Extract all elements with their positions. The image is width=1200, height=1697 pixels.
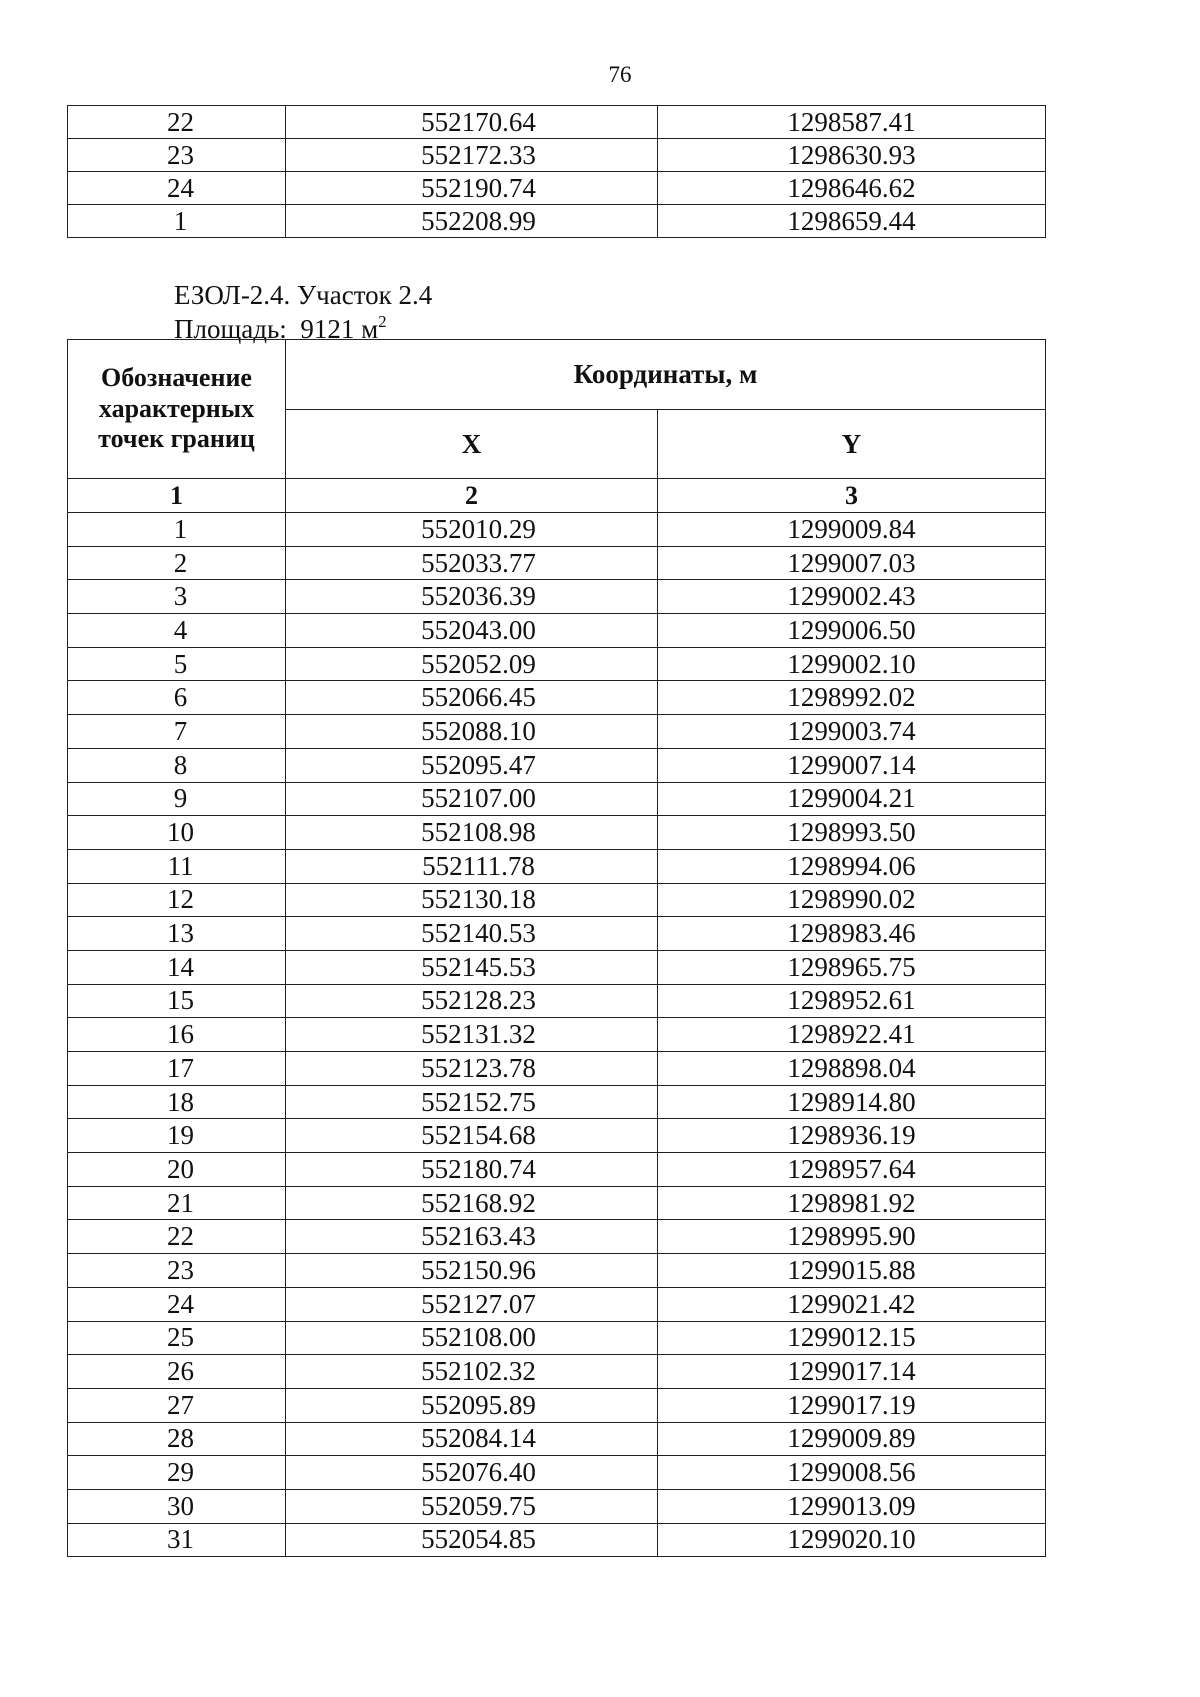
x-coordinate-cell: 552152.75 (286, 1085, 658, 1119)
table-row (68, 1085, 1046, 1119)
y-coordinate-cell: 1299013.09 (658, 1489, 1046, 1523)
y-coordinate-cell: 1299009.89 (658, 1422, 1046, 1456)
x-coordinate-cell: 552168.92 (286, 1186, 658, 1220)
point-number-cell: 9 (68, 782, 286, 816)
x-coordinate-cell: 552052.09 (286, 647, 658, 681)
point-number-cell: 10 (68, 816, 286, 850)
header-x: X (286, 410, 658, 479)
y-coordinate-cell: 1298992.02 (658, 681, 1046, 715)
y-coordinate-cell: 1299002.43 (658, 580, 1046, 614)
y-coordinate-cell: 1299009.84 (658, 513, 1046, 547)
table-row (68, 172, 1046, 205)
x-coordinate-cell: 552128.23 (286, 984, 658, 1018)
point-number-cell: 24 (68, 1287, 286, 1321)
x-coordinate-cell: 552088.10 (286, 715, 658, 749)
point-number-cell: 1 (68, 513, 286, 547)
y-coordinate-cell: 1298990.02 (658, 883, 1046, 917)
table-row (68, 1052, 1046, 1086)
point-number-cell: 28 (68, 1422, 286, 1456)
y-coordinate-cell: 1298587.41 (658, 106, 1046, 139)
continuation-table-body (68, 106, 1046, 238)
x-coordinate-cell: 552163.43 (286, 1220, 658, 1254)
point-number-cell: 23 (68, 1254, 286, 1288)
x-coordinate-cell: 552131.32 (286, 1018, 658, 1052)
table-row (68, 1523, 1046, 1557)
column-number-3: 3 (658, 479, 1046, 513)
y-coordinate-cell: 1299017.14 (658, 1355, 1046, 1389)
table-row (68, 917, 1046, 951)
point-number-cell: 11 (68, 849, 286, 883)
x-coordinate-cell: 552108.98 (286, 816, 658, 850)
point-number-cell: 21 (68, 1186, 286, 1220)
point-number-cell: 18 (68, 1085, 286, 1119)
point-number-cell: 3 (68, 580, 286, 614)
point-number-cell: 26 (68, 1355, 286, 1389)
x-coordinate-cell: 552145.53 (286, 950, 658, 984)
table-row (68, 1355, 1046, 1389)
area-value: 9121 м (300, 314, 379, 344)
y-coordinate-cell: 1298952.61 (658, 984, 1046, 1018)
table-row (68, 816, 1046, 850)
table-row (68, 139, 1046, 172)
y-coordinate-cell: 1299002.10 (658, 647, 1046, 681)
table-row (68, 748, 1046, 782)
table-row (68, 1153, 1046, 1187)
point-number-cell: 8 (68, 748, 286, 782)
point-number-cell: 1 (68, 205, 286, 238)
point-number-cell: 25 (68, 1321, 286, 1355)
x-coordinate-cell: 552208.99 (286, 205, 658, 238)
x-coordinate-cell: 552170.64 (286, 106, 658, 139)
y-coordinate-cell: 1298981.92 (658, 1186, 1046, 1220)
y-coordinate-cell: 1298922.41 (658, 1018, 1046, 1052)
y-coordinate-cell: 1299007.14 (658, 748, 1046, 782)
y-coordinate-cell: 1299008.56 (658, 1456, 1046, 1490)
point-number-cell: 5 (68, 647, 286, 681)
point-number-cell: 16 (68, 1018, 286, 1052)
table-row (68, 614, 1046, 648)
x-coordinate-cell: 552033.77 (286, 546, 658, 580)
x-coordinate-cell: 552130.18 (286, 883, 658, 917)
y-coordinate-cell: 1298965.75 (658, 950, 1046, 984)
y-coordinate-cell: 1299007.03 (658, 546, 1046, 580)
point-number-cell: 29 (68, 1456, 286, 1490)
point-number-cell: 2 (68, 546, 286, 580)
y-coordinate-cell: 1299006.50 (658, 614, 1046, 648)
table-row (68, 513, 1046, 547)
table-row (68, 205, 1046, 238)
x-coordinate-cell: 552043.00 (286, 614, 658, 648)
x-coordinate-cell: 552095.47 (286, 748, 658, 782)
coordinates-table-body (68, 513, 1046, 1557)
table-row (68, 1456, 1046, 1490)
column-number-2: 2 (286, 479, 658, 513)
point-number-cell: 23 (68, 139, 286, 172)
x-coordinate-cell: 552095.89 (286, 1388, 658, 1422)
y-coordinate-cell: 1299017.19 (658, 1388, 1046, 1422)
point-number-cell: 12 (68, 883, 286, 917)
table-row (68, 580, 1046, 614)
coordinates-table (67, 339, 1046, 1557)
y-coordinate-cell: 1299012.15 (658, 1321, 1046, 1355)
table-row (68, 883, 1046, 917)
point-number-cell: 31 (68, 1523, 286, 1557)
y-coordinate-cell: 1299021.42 (658, 1287, 1046, 1321)
x-coordinate-cell: 552140.53 (286, 917, 658, 951)
table-row (68, 715, 1046, 749)
point-number-cell: 22 (68, 1220, 286, 1254)
table-row (68, 106, 1046, 139)
x-coordinate-cell: 552107.00 (286, 782, 658, 816)
x-coordinate-cell: 552084.14 (286, 1422, 658, 1456)
point-number-cell: 6 (68, 681, 286, 715)
table-row (68, 1186, 1046, 1220)
y-coordinate-cell: 1298936.19 (658, 1119, 1046, 1153)
table-row (68, 1018, 1046, 1052)
x-coordinate-cell: 552150.96 (286, 1254, 658, 1288)
table-row (68, 1254, 1046, 1288)
page-number: 76 (608, 62, 632, 87)
y-coordinate-cell: 1298957.64 (658, 1153, 1046, 1187)
y-coordinate-cell: 1299015.88 (658, 1254, 1046, 1288)
x-coordinate-cell: 552066.45 (286, 681, 658, 715)
x-coordinate-cell: 552076.40 (286, 1456, 658, 1490)
y-coordinate-cell: 1299004.21 (658, 782, 1046, 816)
point-number-cell: 7 (68, 715, 286, 749)
point-number-cell: 15 (68, 984, 286, 1018)
table-row (68, 1422, 1046, 1456)
x-coordinate-cell: 552036.39 (286, 580, 658, 614)
x-coordinate-cell: 552154.68 (286, 1119, 658, 1153)
point-number-cell: 13 (68, 917, 286, 951)
point-number-cell: 17 (68, 1052, 286, 1086)
table-row (68, 1220, 1046, 1254)
column-number-1: 1 (68, 479, 286, 513)
area-unit-superscript: 2 (378, 312, 387, 331)
table-row (68, 1388, 1046, 1422)
point-number-cell: 14 (68, 950, 286, 984)
table-row (68, 1287, 1046, 1321)
x-coordinate-cell: 552102.32 (286, 1355, 658, 1389)
y-coordinate-cell: 1298914.80 (658, 1085, 1046, 1119)
y-coordinate-cell: 1298659.44 (658, 205, 1046, 238)
point-number-cell: 24 (68, 172, 286, 205)
point-number-cell: 4 (68, 614, 286, 648)
x-coordinate-cell: 552172.33 (286, 139, 658, 172)
x-coordinate-cell: 552010.29 (286, 513, 658, 547)
table-row (68, 546, 1046, 580)
y-coordinate-cell: 1298995.90 (658, 1220, 1046, 1254)
x-coordinate-cell: 552180.74 (286, 1153, 658, 1187)
point-number-cell: 27 (68, 1388, 286, 1422)
area-label: Площадь: (174, 314, 287, 344)
y-coordinate-cell: 1298898.04 (658, 1052, 1046, 1086)
x-coordinate-cell: 552123.78 (286, 1052, 658, 1086)
y-coordinate-cell: 1299003.74 (658, 715, 1046, 749)
y-coordinate-cell: 1298994.06 (658, 849, 1046, 883)
point-number-cell: 30 (68, 1489, 286, 1523)
header-coordinates: Координаты, м (286, 340, 1046, 410)
x-coordinate-cell: 552111.78 (286, 849, 658, 883)
table-row (68, 950, 1046, 984)
y-coordinate-cell: 1298993.50 (658, 816, 1046, 850)
table-row (68, 1119, 1046, 1153)
y-coordinate-cell: 1298630.93 (658, 139, 1046, 172)
x-coordinate-cell: 552059.75 (286, 1489, 658, 1523)
point-number-cell: 19 (68, 1119, 286, 1153)
y-coordinate-cell: 1298983.46 (658, 917, 1046, 951)
table-row (68, 1489, 1046, 1523)
point-number-cell: 20 (68, 1153, 286, 1187)
y-coordinate-cell: 1299020.10 (658, 1523, 1046, 1557)
header-y: Y (658, 410, 1046, 479)
table-row (68, 984, 1046, 1018)
table-row (68, 849, 1046, 883)
x-coordinate-cell: 552108.00 (286, 1321, 658, 1355)
continuation-table (67, 105, 1046, 238)
x-coordinate-cell: 552127.07 (286, 1287, 658, 1321)
section-title: ЕЗОЛ-2.4. Участок 2.4 (174, 280, 433, 310)
table-row (68, 1321, 1046, 1355)
table-row (68, 681, 1046, 715)
y-coordinate-cell: 1298646.62 (658, 172, 1046, 205)
header-points: Обозначение характерных точек границ (68, 340, 286, 479)
x-coordinate-cell: 552190.74 (286, 172, 658, 205)
table-row (68, 647, 1046, 681)
table-row (68, 782, 1046, 816)
x-coordinate-cell: 552054.85 (286, 1523, 658, 1557)
point-number-cell: 22 (68, 106, 286, 139)
